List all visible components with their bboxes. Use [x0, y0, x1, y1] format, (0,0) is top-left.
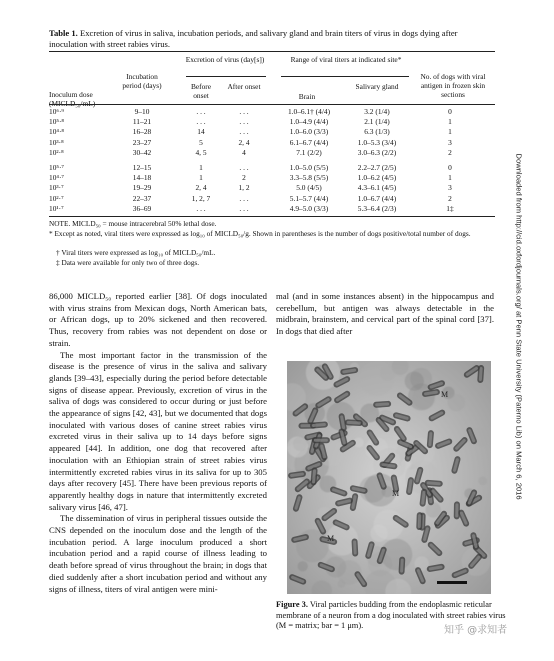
table-note-2: † Viral titers were expressed as log₁₀ of MICLD₅₀/mL. — [56, 248, 216, 257]
table-cell-salivary: 3.0–6.3 (2/2) — [357, 147, 397, 157]
table-cell-dose: 10⁴·⁸ — [49, 127, 65, 137]
header-before: Before onset — [190, 82, 212, 100]
label-m-3: M — [327, 534, 335, 543]
table-cell-before: 2, 4 — [195, 183, 207, 193]
table-cell-incubation: 16–28 — [132, 127, 152, 137]
table-header-rule — [49, 104, 495, 105]
table-cell-dose: 10²·⁷ — [49, 193, 64, 203]
table-cell-salivary: 6.3 (1/3) — [364, 127, 390, 137]
header-brain: Brain — [298, 92, 316, 101]
download-sidebar — [513, 152, 525, 522]
label-m-1: M — [441, 390, 449, 399]
table-cell-dose: 10²·⁸ — [49, 147, 64, 157]
table-cell-salivary: 1.0–5.3 (3/4) — [357, 137, 397, 147]
table-caption-text: Excretion of virus in saliva, incubation periods, and salivary gland and brain titers of virus in dogs dying after inoculation with street rabies virus. — [49, 28, 458, 49]
table-cell-salivary: 3.2 (1/4) — [364, 107, 390, 116]
table-bottom-rule — [49, 216, 495, 217]
table-cell-salivary: 1.0–6.2 (4/5) — [357, 173, 397, 183]
header-excretion-group: Excretion of virus (day[s]) — [185, 55, 265, 64]
table-cell-incubation: 14–18 — [132, 173, 152, 183]
table-cell-before: 1, 2, 7 — [191, 193, 211, 203]
table-cell-brain: 5.1–5.7 (4/4) — [289, 193, 329, 203]
table-cell-brain: 1.0–6.0 (3/3) — [289, 127, 329, 137]
table-cell-incubation: 23–27 — [132, 137, 152, 147]
table-cell-after: . . . — [239, 203, 249, 213]
table-cell-brain: 1.0–4.9 (4/4) — [289, 117, 329, 127]
header-salivary: Salivary gland — [355, 82, 399, 91]
paragraph-2: The most important factor in the transmission of the disease is the presence of virus in the saliva and salivary glands [39–43], especially during the period before detectable signs of disease appear. Previously, excretion of virus in the saliva of dogs was considered to occur during or just before the appearance of signs [42, 43], but we documented that dogs inoculated with various doses of canine street rabies virus excreted virus in their saliva up to 14 days before signs appeared [44]. In addition, one dog that recovered after inoculation with an Ethiopian strain of street rabies virus intermittently excreted rabies virus in its saliva for up to 305 days after recovery [45]. There have been previous reports of apparently healthy dogs in nature that intermittently excreted salivary virus [46, 47]. — [49, 349, 267, 512]
table-cell-brain: 5.0 (4/5) — [296, 183, 322, 193]
table-cell-dogs: 1 — [448, 173, 452, 183]
table-cell-after: . . . — [239, 117, 249, 127]
table-cell-dogs: 3 — [448, 137, 452, 147]
table-cell-brain: 3.3–5.8 (5/5) — [289, 173, 329, 183]
header-incubation: Incubation period (days) — [122, 72, 162, 90]
table-cell-brain: 7.1 (2/2) — [296, 147, 322, 157]
titers-rule — [281, 76, 409, 77]
table-cell-incubation: 12–15 — [132, 163, 152, 172]
figure-caption-label: Figure 3. — [276, 600, 308, 609]
table-cell-before: 1 — [199, 173, 203, 183]
left-column — [49, 291, 267, 595]
table-note-0: NOTE. MICLD₅₀ = mouse intracerebral 50% lethal dose. — [49, 219, 217, 228]
table-cell-after: 4 — [242, 147, 246, 157]
table-caption — [49, 28, 489, 50]
watermark: 知乎 @求知者 — [444, 625, 508, 636]
table-cell-dose: 10⁴·⁷ — [49, 173, 65, 183]
table-caption-label: Table 1. — [49, 28, 78, 38]
table-cell-incubation: 36–69 — [132, 203, 152, 213]
table-cell-before: 1 — [199, 163, 203, 172]
table-cell-dose: 10¹·⁷ — [49, 203, 64, 213]
table-cell-dogs: 1 — [448, 127, 452, 137]
paragraph-right: mal (and in some instances absent) in the hippocampus and cerebellum, but antigen was always detectable in the midbrain, brainstem, and cervical part of the spinal cord [37]. In dogs that died after — [276, 291, 494, 337]
table-cell-after: . . . — [239, 107, 249, 116]
table-cell-incubation: 11–21 — [132, 117, 152, 127]
table-cell-after: . . . — [239, 193, 249, 203]
table-cell-dogs: 1 — [448, 117, 452, 127]
table-cell-dogs: 3 — [448, 183, 452, 193]
virus-particle-core — [418, 514, 421, 528]
table-cell-before: . . . — [196, 203, 206, 213]
scale-bar — [437, 581, 467, 584]
table-cell-brain: 6.1–6.7 (4/4) — [289, 137, 329, 147]
label-m-2: M — [392, 489, 400, 498]
table-cell-before: . . . — [196, 117, 206, 127]
table-cell-before: 4, 5 — [195, 147, 207, 157]
download-sidebar-text: Downloaded from http://cid.oxfordjournals.org/ at Penn State University (Paterno Lib) on March 6, 2016 — [514, 153, 524, 500]
table-note-1: * Except as noted, viral titers were expressed as log₁₀ of MICLD₅₀/g. Shown in parentheses is the number of dogs positive/total number of dogs. — [49, 229, 471, 238]
table-cell-brain: 1.0–6.1† (4/4) — [287, 107, 331, 116]
table-cell-dose: 10³·⁸ — [49, 137, 64, 147]
micrograph-svg — [287, 361, 491, 594]
table-cell-after: 2, 4 — [238, 137, 250, 147]
table-cell-salivary: 4.3–6.1 (4/5) — [357, 183, 397, 193]
excretion-rule — [186, 76, 266, 77]
table-cell-dogs: 0 — [448, 163, 452, 172]
table-cell-brain: 1.0–5.0 (5/5) — [289, 163, 329, 172]
table-cell-dose: 10⁶·⁹ — [49, 107, 65, 116]
table-cell-dogs: 2 — [448, 147, 452, 157]
table-cell-after: . . . — [239, 127, 249, 137]
table-cell-incubation: 19–29 — [132, 183, 152, 193]
virus-particle-core — [314, 439, 328, 442]
right-column — [276, 291, 494, 338]
table-cell-incubation: 30–42 — [132, 147, 152, 157]
table-cell-incubation: 9–10 — [134, 107, 150, 116]
table-cell-dogs: 1‡ — [446, 203, 454, 213]
header-dogs: No. of dogs with viral antigen in frozen skin sections — [420, 72, 486, 99]
table-cell-dogs: 2 — [448, 193, 452, 203]
paragraph-1: 86,000 MICLD₅₀ reported earlier [38]. Of dogs inoculated with virus strains from Mexican dogs, North American bats, or African dogs, up to 20% sickened and then recovered. Thus, recovery from rabies was not dependent on dose or strain. — [49, 291, 267, 348]
table-cell-before: . . . — [196, 107, 206, 116]
table-cell-dose: 10³·⁷ — [49, 183, 64, 193]
figure-caption-text: Viral particles budding from the endoplasmic reticular membrane of a neuron from a dog inoculated with street rabies virus (M = matrix; bar = 1 μm). — [276, 600, 506, 631]
table-cell-before: 14 — [197, 127, 205, 137]
table-cell-salivary: 2.2–2.7 (2/5) — [357, 163, 397, 172]
micrograph-image — [287, 361, 491, 594]
header-dose: Inoculum dose (MICLD₅₀/mL) — [49, 90, 96, 108]
table-cell-brain: 4.9–5.0 (3/3) — [289, 203, 329, 213]
header-titers-group: Range of viral titers at indicated site* — [290, 55, 402, 64]
table-cell-after: 2 — [242, 173, 246, 183]
table-cell-salivary: 1.0–6.7 (4/4) — [357, 193, 397, 203]
table-cell-incubation: 22–37 — [132, 193, 152, 203]
table-cell-salivary: 5.3–6.4 (2/3) — [357, 203, 397, 213]
table-cell-salivary: 2.1 (1/4) — [364, 117, 390, 127]
header-after: After onset — [227, 82, 261, 91]
paragraph-3: The dissemination of virus in peripheral tissues outside the CNS depended on the inoculum dose and the length of the incubation period. A large inoculum produced a short incubation period and a rapid course of illness leading to death before spread of virus throughout the brain; in dogs that died suddenly after a short incubation period and without any signs of illness, titers of viral antigen were mini- — [49, 513, 267, 594]
table-top-rule — [49, 51, 495, 52]
table-cell-dogs: 0 — [448, 107, 452, 116]
table-cell-before: 5 — [199, 137, 203, 147]
table-cell-dose: 10⁵·⁸ — [49, 117, 65, 127]
table-cell-dose: 10⁵·⁷ — [49, 163, 65, 172]
table-note-3: ‡ Data were available for only two of three dogs. — [56, 258, 200, 267]
table-cell-after: . . . — [239, 163, 249, 172]
virus-particle-core — [455, 503, 458, 517]
table-cell-after: 1, 2 — [238, 183, 250, 193]
